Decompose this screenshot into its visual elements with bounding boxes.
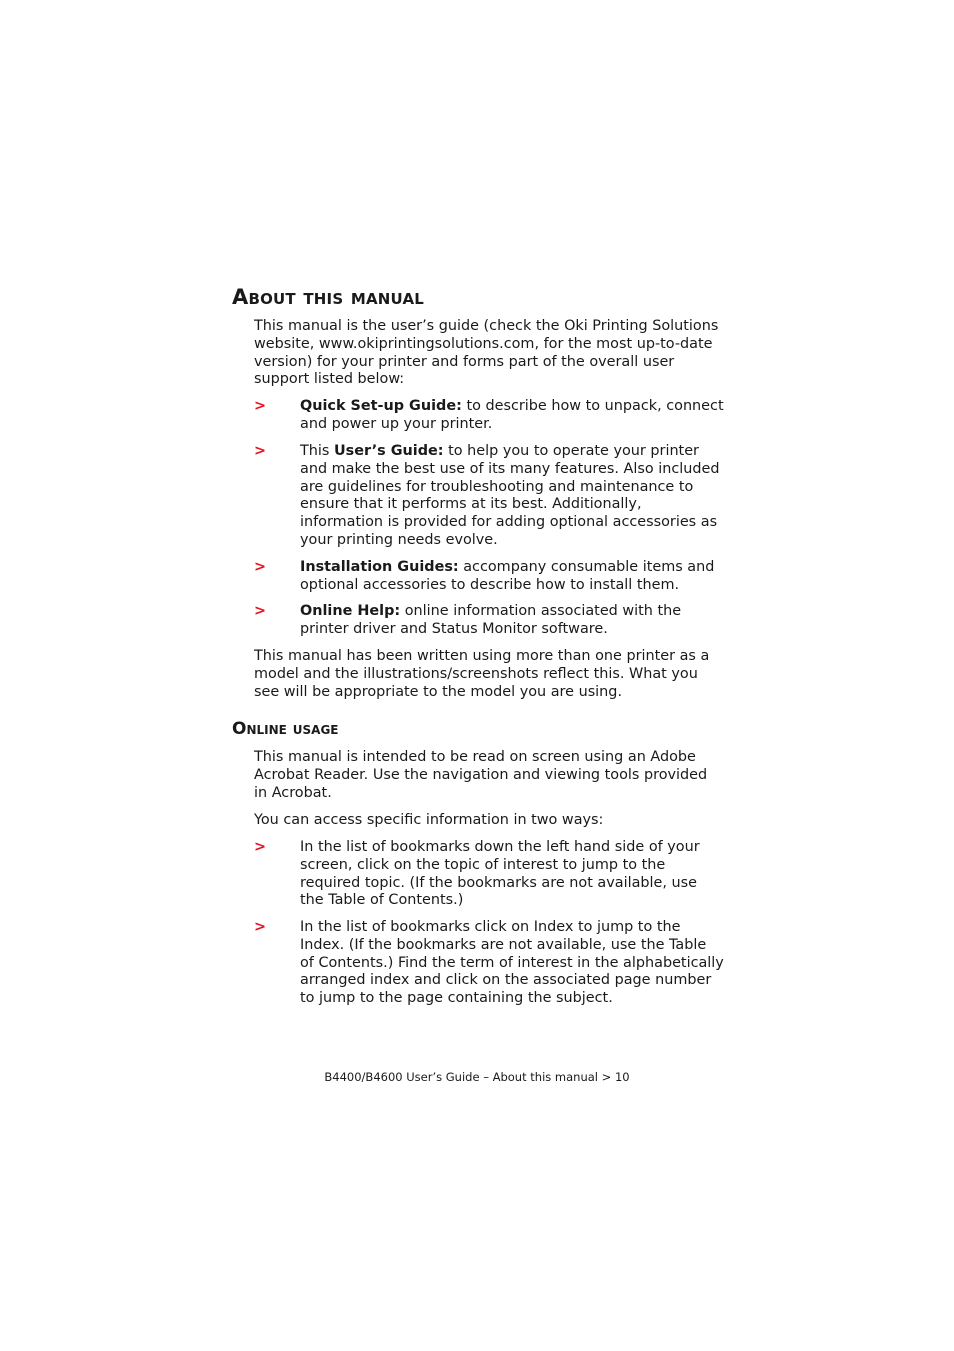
bullet-marker: > bbox=[254, 559, 267, 575]
term-quick-setup-guide: Quick Set-up Guide: bbox=[300, 398, 462, 414]
footer-doc-title: B4400/B4600 User’s Guide bbox=[324, 1070, 480, 1084]
online-intro-paragraph: This manual is intended to be read on screen using an Adobe Acrobat Reader. Use the navigation and viewing tools provided in Acrobat. bbox=[254, 749, 708, 801]
bullet-marker: > bbox=[254, 398, 267, 414]
bullet-marker: > bbox=[254, 839, 267, 855]
list-item-text: In the list of bookmarks down the left hand side of your screen, click on the topic of interest to jump to the required topic. (If the bookmarks are not available, use the Table of Contents.) bbox=[300, 839, 700, 909]
term-users-guide: User’s Guide: bbox=[333, 443, 444, 459]
bullet-marker: > bbox=[254, 603, 267, 619]
page-number: 10 bbox=[614, 1070, 630, 1084]
footer-dash: – bbox=[483, 1070, 489, 1084]
page-title: About this manual bbox=[232, 285, 425, 309]
term-installation-guides: Installation Guides: bbox=[300, 559, 459, 575]
list-item-text: This User’s Guide: to help you to operate your printer and make the best use of its many features. Also included are guidelines for troubleshooting and maintenance to ensure that it performs at its best. Additionally, information is provided for adding optional accessories as your printing needs evolve. bbox=[300, 443, 720, 548]
term-online-help: Online Help: bbox=[300, 603, 401, 619]
page-footer bbox=[0, 1070, 954, 1085]
list-item-text: Quick Set-up Guide: to describe how to unpack, connect and power up your printer. bbox=[300, 398, 724, 432]
section-heading-online-usage: Online usage bbox=[232, 719, 339, 739]
bullet-marker: > bbox=[254, 443, 267, 459]
model-note-paragraph: This manual has been written using more than one printer as a model and the illustrations/screenshots reflect this. What you see will be appropriate to the model you are using. bbox=[254, 648, 710, 700]
list-item-text: In the list of bookmarks click on Index to jump to the Index. (If the bookmarks are not available, use the Table of Contents.) Find the term of interest in the alphabetically arranged index and click on the associated page number to jump to the page containing the subject. bbox=[300, 919, 724, 1007]
list-item-text: Online Help: online information associated with the printer driver and Status Monitor software. bbox=[300, 603, 682, 637]
footer-section: About this manual bbox=[492, 1070, 598, 1084]
access-intro-paragraph: You can access specific information in two ways: bbox=[254, 812, 604, 828]
list-item-text: Installation Guides: accompany consumable items and optional accessories to describe how to install them. bbox=[300, 559, 715, 593]
footer-separator: > bbox=[601, 1070, 612, 1084]
intro-paragraph: This manual is the user’s guide (check the Oki Printing Solutions website, www.okiprintingsolutions.com, for the most up-to-date version) for your printer and forms part of the overall user support listed below: bbox=[254, 318, 719, 388]
bullet-marker: > bbox=[254, 919, 267, 935]
